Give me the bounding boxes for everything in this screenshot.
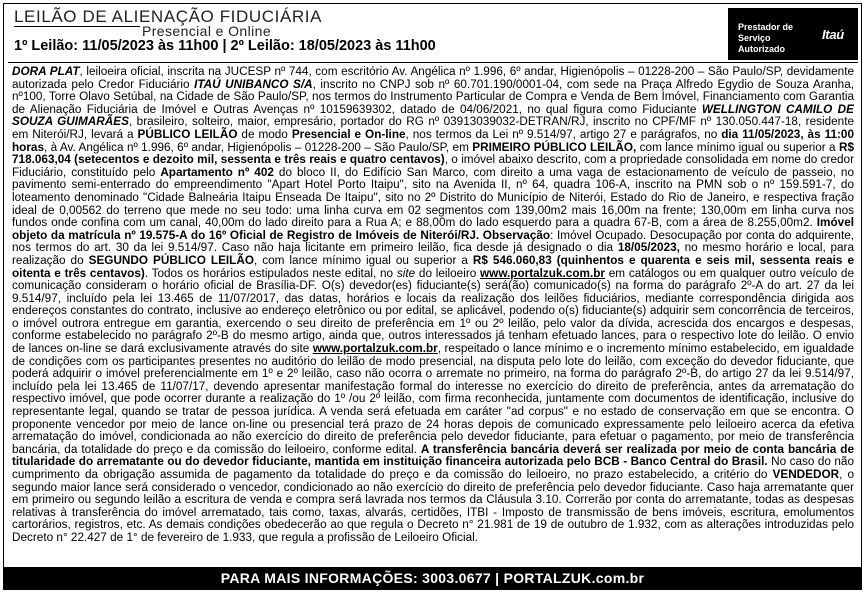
body-segment: , à Av. Angélica nº 1.996, 6º andar, Higienópolis – 01228-200 – São Paulo/SP, em [44, 140, 473, 154]
body-segment: , nos termos da Lei nº 9.514/97, artigo 27 e parágrafos, no [405, 127, 722, 141]
contact-footer: PARA MAIS INFORMAÇÕES: 3003.0677 | PORTALZUK.com.br [3, 567, 862, 590]
body-segment: PRIMEIRO PÚBLICO LEILÃO, [472, 140, 637, 154]
body-segment: Presencial e On-line [291, 127, 406, 141]
body-segment: , inscrito no CNPJ sob nº 60.701.190/0001-04, com sede na Praça Alfredo Egydio de Souza Aranha, nº100, Torre Olavo Setúbal, na Cidade de São Paulo/SP, nos termos do Instrumento Particular de Compra e Venda de Bem Imóvel, Financiamento com Garantia de Alienação Fiduciária de Imóvel e Outras Avenças nº 10159639302, datado de 04/06/2021, no qual figura como Fiduciante [12, 77, 854, 116]
itau-logo: Itaú [822, 27, 844, 42]
body-segment: WELLINGTON CAMILO DE SOUZA GUIMARÃES [12, 102, 854, 129]
notice-body-text [12, 66, 854, 545]
header-divider [8, 62, 858, 63]
authorized-provider-badge [728, 8, 858, 60]
body-segment: , o segundo maior lance será considerado o vencedor, condicionado ao não exercício do direito de preferência pelo devedor fiduciante. Caso haja arrematante quer em primeiro ou segundo leilão a escritura de venda e compra será lavrada nos termos da Cláusula 3.10. Correrão por conta do arrematante, todas as despesas relativas à transferência do imóvel arrematado, tais como, taxas, alvarás, certidões, ITBI - Imposto de transmissão de bens imóveis, escritura, emolumentos cartorários, registros, etc. As demais condições obedecerão ao que regula o Decreto n° 21.981 de 19 de outubro de 1.932, com as alterações introduzidas pelo Decreto n° 22.427 de 1° de fevereiro de 1.933, que regula a profissão de Leiloeiro Oficial. [12, 468, 854, 544]
body-segment: ITAÚ UNIBANCO S/A [194, 77, 313, 91]
body-segment: No caso do não cumprimento da obrigação assumida de pagamento da totalidade do preço e da comissão do leiloeiro, no prazo estabelecido, a critério do [12, 455, 854, 481]
notice-body [12, 66, 854, 545]
title-underline [14, 26, 140, 27]
body-segment: PÚBLICO LEILÃO [137, 127, 238, 141]
body-segment: 18/05/2023, [617, 241, 680, 255]
body-segment: de modo [237, 127, 292, 141]
body-segment: , leiloeira oficial, inscrita na JUCESP nº 744, com escritório Av. Angélica nº 1.996, 6º andar, Higienópolis – 01228-200 – São Paulo/SP, devidamente autorizada pelo Credor Fiduciário [12, 65, 855, 91]
body-segment: no mesmo horário e local, para realização do [12, 241, 855, 267]
body-segment: A transferência bancária deverá ser realizada por meio de conta bancária de titularidade do arrematante ou do devedor fiduciante, mantida em instituição financeira autorizada pelo BCB - Banco Central do Brasil. [12, 442, 854, 469]
body-segment[interactable]: www.portalzuk.com.br [480, 266, 605, 280]
body-segment: . Todos os horários estipulados neste edital, no [144, 266, 397, 280]
notice-subtitle: Presencial e Online [142, 23, 271, 39]
body-segment: do bloco II, do Edifício San Marco, com direito a uma vaga de estacionamento de veículo de passeio, no pavimento semi-enterrado do empreendimento "Apart Hotel Porto Itaipu", sito na Avenida II, nº 64, quadra 106-A, inscrito na PMN sob o nº 159.591-7, do loteamento denominado "Cidade Balneária Itaipu Enseada De Itaipu", sito no 2º Distrito do Município de Niterói, Estado do Rio de Janeiro, e respectiva fração ideal de 0,00562 do terreno que mede no seu todo: uma linha curva em 02 segmentos com 139,00m2 mais 16,00m na frente; 130,00m em linha curva nos fundos onde confina com um canal, 40,00m do lado direito para a Rua A; e 88,00m do lado esquerdo para a quadra 67-B, com a área de 8.255,00m2. [12, 165, 854, 230]
body-segment: R$ 546.060,83 (quinhentos e quarenta e seis mil, sessenta reais e oitenta e três centavos) [12, 253, 854, 280]
body-segment: VENDEDOR [772, 468, 840, 481]
auction-dates: 1º Leilão: 11/05/2023 às 11h00 | 2º Leilão: 18/05/2023 às 11h00 [14, 38, 436, 54]
body-segment: , o imóvel abaixo descrito, com a propriedade consolidada em nome do credor Fiduciário, constituído pelo [12, 153, 854, 179]
body-segment: , com lance mínimo igual ou superior a [253, 253, 473, 267]
body-segment[interactable]: www.portalzuk.com.br [312, 342, 438, 356]
body-segment: , brasileiro, solteiro, maior, empresário, portador do RG nº 03913039032-DETRAN/RJ, inscrito no CPF/MF nº 130.050.447-18, residente em Niterói/RJ, levará a [12, 115, 854, 141]
body-segment: dia 11/05/2023, às 11:00 horas [12, 127, 854, 154]
body-segment: , respeitado o lance mínimo e o incremento mínimo estabelecido, em igualdade de condições com os participantes presentes no auditório do leilão de modo presencial, na disputa pelo lote do leilão, com exceção do devedor fiduciante, que poderá adquirir o imóvel preferencialmente em 1º e 2º leilão, caso não ocorra o arremate no primeiro, na forma do parágrafo 2º-B, do artigo 27 da lei 9.514/97, incluído pela lei 13.465 de 11/07/17, devendo apresentar manifestação formal do interesse no exercício do direito de preferência, antes da arrematação do respectivo imóvel, que pode ocorrer durante a realização do 1º /ou 2º leilão, com firma reconhecida, juntamente com documentos de identificação, inclusive do representante legal, quando se tratar de pessoa jurídica. A venda será efetuada em caráter "ad corpus" e no estado de conservação em que se encontra. O proponente vencedor por meio de lance on-line ou presencial terá prazo de 24 horas depois de comunicado expressamente pelo leiloeiro acerca da efetiva arrematação do imóvel, condicionada ao não exercício do direito de preferência pelo devedor fiduciante, para efetuar o pagamento, por meio de transferência bancária, da totalidade do preço e da comissão do leiloeiro, conforme edital. [12, 342, 855, 456]
body-segment: SEGUNDO PÚBLICO LEILÃO [88, 253, 254, 267]
body-segment: : Imóvel Ocupado. Desocupação por conta do adquirente, nos termos do art. 30 da lei 9.514/97. Caso não haja licitante em primeiro leilão, fica desde já designado o dia [12, 228, 855, 255]
body-segment: DORA PLAT [12, 65, 80, 78]
body-segment: site [396, 266, 416, 280]
body-segment: R$ 718.063,04 (setecentos e dezoito mil, sessenta e três reais e quatro centavos) [12, 140, 854, 167]
body-segment: com lance mínimo igual ou superior a [636, 140, 839, 154]
body-segment: em catálogos ou em qualquer outro veículo de comunicação consideram o horário oficial de Brasília-DF. O(s) devedor(es) fiduciante(s) será(ão) comunicado(s) na forma do parágrafo 2º-A do art. 27 da lei 9.514/97, incluído pela lei 13.465 de 11/07/2017, das datas, horários e locais da realização dos leilões fiduciários, mediante correspondência dirigida aos endereços constantes do contrato, inclusive ao endereço eletrônico ou por edital, se aplicável, podendo o(s) fiduciante(s) adquirir sem concorrência de terceiros, o imóvel outrora entregue em garantia, exercendo o seu direito de preferência em 1º ou 2º leilão, pelo valor da dívida, acrescida dos encargos e despesas, conforme estabelecido no parágrafo 2º-B do mesmo artigo, ainda que, outros interessados já tenham efetuado lances, para o respectivo lote do leilão. O envio de lances on-line se dará exclusivamente através do site [12, 266, 854, 356]
body-segment: do leiloeiro [415, 266, 481, 280]
badge-text: Prestador de Serviço Autorizado [738, 22, 794, 54]
body-segment: Apartamento nº 402 [160, 165, 274, 179]
body-segment: Imóvel objeto da matrícula nº 19.575-A do 16º Oficial de Registro de Imóveis de Niterói/RJ. Observação [12, 216, 854, 242]
notice-title: LEILÃO DE ALIENAÇÃO FIDUCIÁRIA [14, 7, 323, 26]
